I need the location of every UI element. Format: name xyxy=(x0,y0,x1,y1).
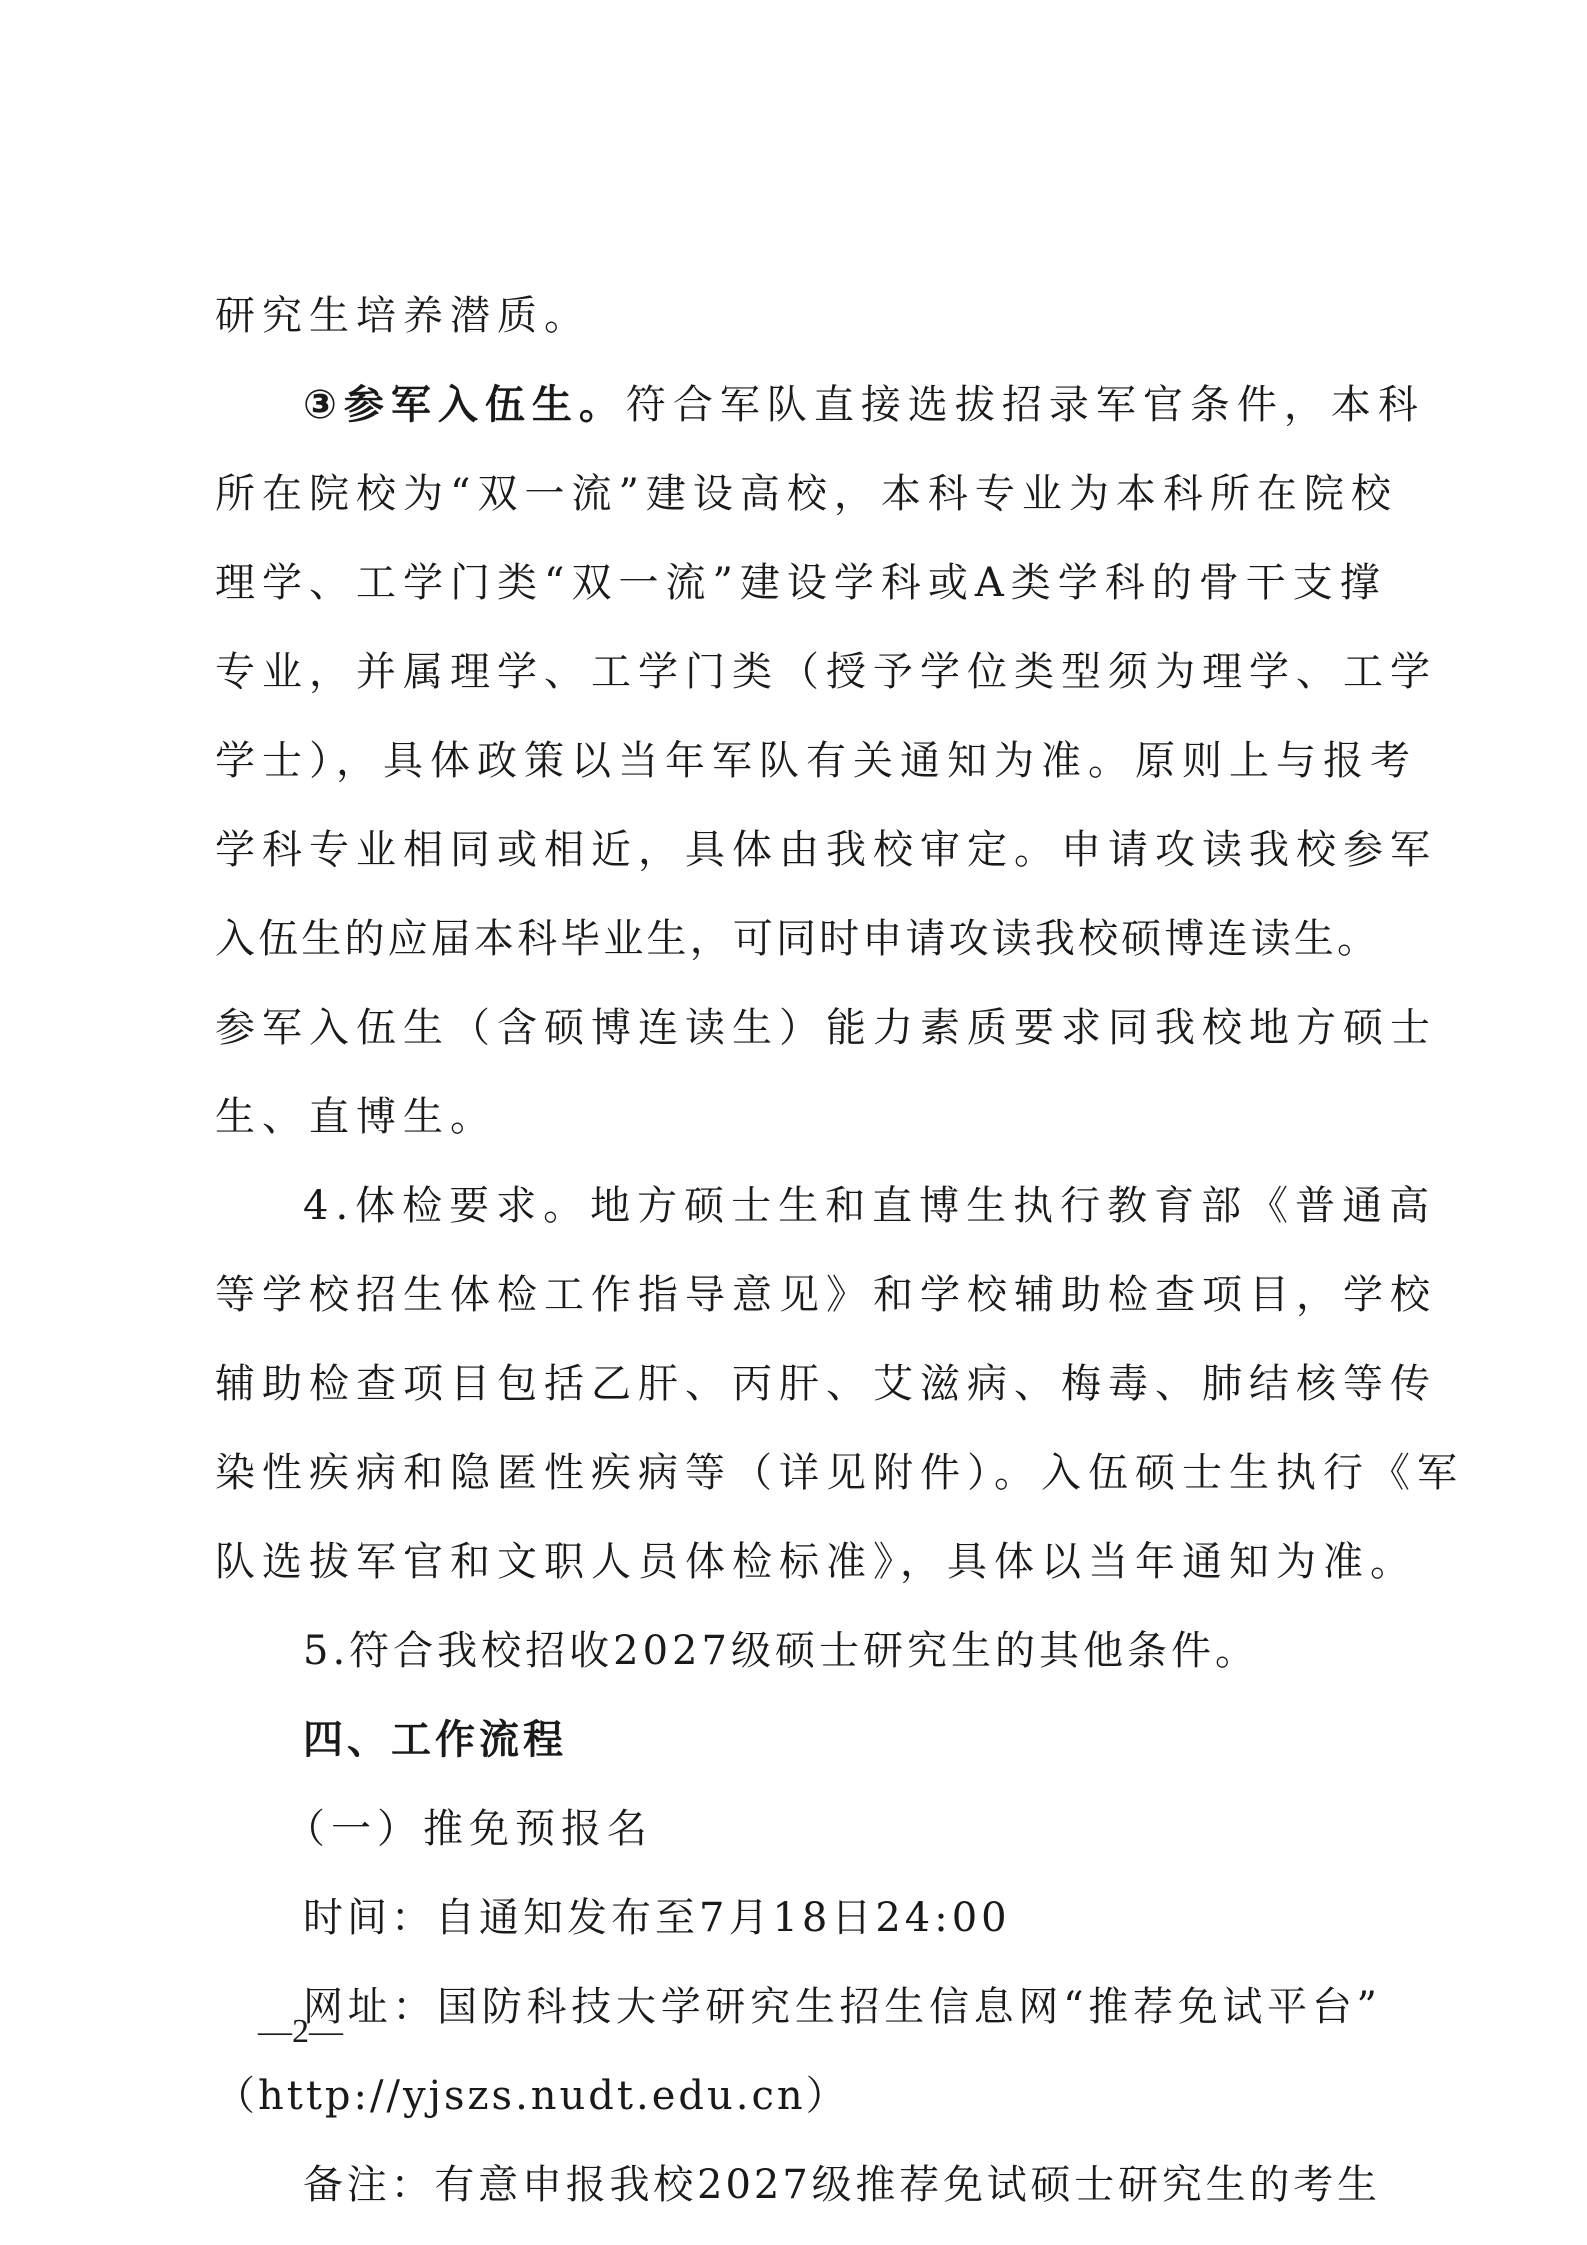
text-line xyxy=(215,1874,1380,1963)
text-line xyxy=(215,984,1437,1073)
paragraph-text: 学科专业相同或相近，具体由我校审定。申请攻读我校参军 xyxy=(215,827,1437,873)
paragraph-text: 学士），具体政策以当年军队有关通知为准。原则上与报考 xyxy=(215,738,1417,784)
section-heading xyxy=(215,1696,1380,1785)
paragraph-text: 研究生培养潜质。 xyxy=(215,293,591,339)
text-line xyxy=(215,1073,1380,1162)
section-heading-text: 四、工作流程 xyxy=(303,1717,567,1763)
text-line xyxy=(215,539,1387,628)
text-line xyxy=(215,1251,1437,1340)
url-text: （http://yjszs.nudt.edu.cn） xyxy=(215,2073,849,2119)
paragraph-text: 符合军队直接选拔招录军官条件，本科 xyxy=(625,382,1425,428)
text-line xyxy=(215,895,1380,984)
paragraph-text: 入伍生的应届本科毕业生，可同时申请攻读我校硕博连读生。 xyxy=(215,916,1380,962)
paragraph-text: 队选拔军官和文职人员体检标准》，具体以当年通知为准。 xyxy=(215,1539,1417,1585)
text-line xyxy=(215,1162,1437,1251)
text-line xyxy=(215,1340,1437,1429)
text-line xyxy=(215,1429,1464,1518)
paragraph-text: 专业，并属理学、工学门类（授予学位类型须为理学、工学 xyxy=(215,649,1437,695)
text-line xyxy=(215,2141,1380,2230)
document-body xyxy=(215,272,1464,2230)
paragraph-text: 所在院校为“双一流”建设高校，本科专业为本科所在院校 xyxy=(215,471,1398,517)
text-line xyxy=(215,1963,1380,2052)
paragraph-text: 生、直博生。 xyxy=(215,1094,497,1140)
section-label-military-student: ③参军入伍生。 xyxy=(303,382,626,428)
text-line xyxy=(215,361,1425,450)
paragraph-text: 染性疾病和隐匿性疾病等（详见附件）。入伍硕士生执行《军 xyxy=(215,1450,1464,1496)
paragraph-text: 5.符合我校招收2027级硕士研究生的其他条件。 xyxy=(303,1628,1259,1674)
text-line xyxy=(215,450,1398,539)
text-line xyxy=(215,1607,1380,1696)
text-line xyxy=(215,806,1437,895)
text-line xyxy=(215,628,1437,717)
page-number: —2— xyxy=(258,2013,343,2050)
paragraph-text: 辅助检查项目包括乙肝、丙肝、艾滋病、梅毒、肺结核等传 xyxy=(215,1361,1437,1407)
subsection-heading-text: （一）推免预报名 xyxy=(285,1806,653,1852)
website-text: 网址：国防科技大学研究生招生信息网“推荐免试平台” xyxy=(303,1984,1380,2030)
text-line xyxy=(215,2052,1380,2141)
paragraph-text: 参军入伍生（含硕博连读生）能力素质要求同我校地方硕士 xyxy=(215,1005,1437,1051)
note-text: 备注：有意申报我校2027级推荐免试硕士研究生的考生 xyxy=(303,2162,1380,2208)
text-line xyxy=(215,272,1380,361)
paragraph-text: 理学、工学门类“双一流”建设学科或A类学科的骨干支撑 xyxy=(215,560,1387,606)
text-line xyxy=(215,717,1417,806)
paragraph-text: 4.体检要求。地方硕士生和直博生执行教育部《普通高 xyxy=(303,1183,1437,1229)
time-text: 时间：自通知发布至7月18日24:00 xyxy=(303,1895,1011,1941)
paragraph-text: 等学校招生体检工作指导意见》和学校辅助检查项目，学校 xyxy=(215,1272,1437,1318)
subsection-heading xyxy=(215,1785,1380,1874)
text-line xyxy=(215,1518,1417,1607)
